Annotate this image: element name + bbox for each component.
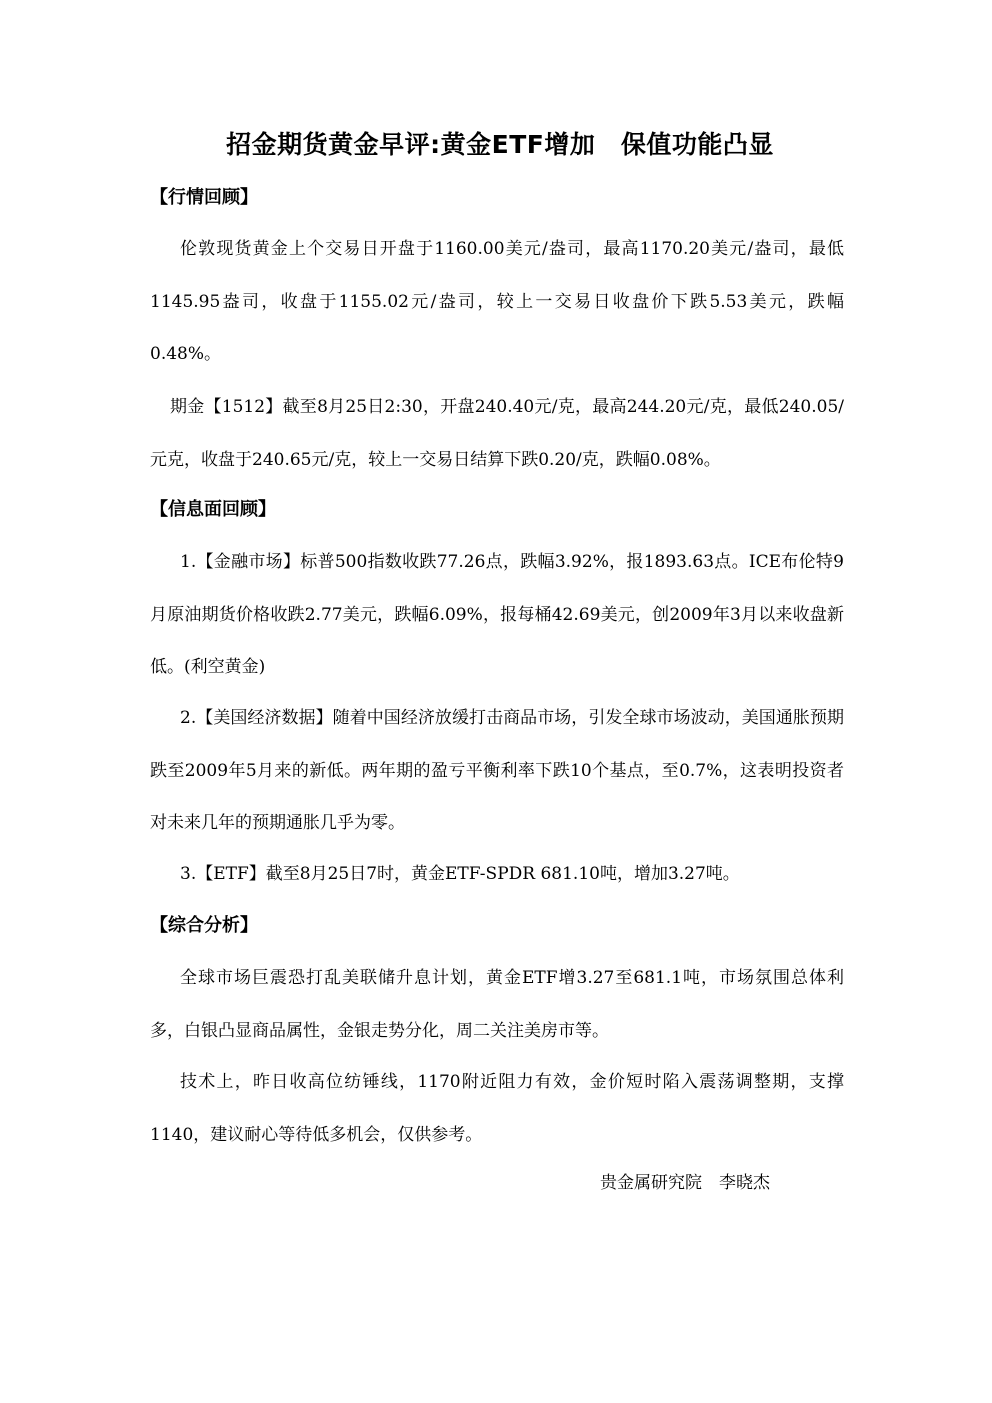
- paragraph-financial-market: 1.【金融市场】标普500指数收跌77.26点，跌幅3.92%，报1893.63点。ICE布伦特9月原油期货价格收跌2.77美元，跌幅6.09%，报每桶42.69美元，创2009年3月以来收盘新低。(利空黄金): [150, 552, 844, 677]
- paragraph-etf: 3.【ETF】截至8月25日7时，黄金ETF-SPDR 681.10吨，增加3.27吨。: [180, 864, 740, 884]
- section-heading-analysis: 【综合分析】: [150, 915, 258, 936]
- document-title: 招金期货黄金早评:黄金ETF增加 保值功能凸显: [226, 130, 774, 159]
- paragraph-us-economic-data: 2.【美国经济数据】随着中国经济放缓打击商品市场，引发全球市场波动，美国通胀预期跌至2009年5月来的新低。两年期的盈亏平衡利率下跌10个基点，至0.7%，这表明投资者对未来几年的预期通胀几乎为零。: [150, 708, 844, 833]
- paragraph-technical-analysis: 技术上，昨日收高位纺锤线，1170附近阻力有效，金价短时陷入震荡调整期，支撑1140，建议耐心等待低多机会，仅供参考。: [150, 1072, 844, 1145]
- paragraph-london-gold: 伦敦现货黄金上个交易日开盘于1160.00美元/盎司，最高1170.20美元/盎司，最低1145.95盎司，收盘于1155.02元/盎司，较上一交易日收盘价下跌5.53美元，跌幅0.48%。: [150, 239, 844, 364]
- paragraph-gold-futures: 期金【1512】截至8月25日2:30，开盘240.40元/克，最高244.20元/克，最低240.05/元克，收盘于240.65元/克，较上一交易日结算下跌0.20/克，跌幅0.08%。: [150, 397, 844, 470]
- section-heading-news-review: 【信息面回顾】: [150, 499, 276, 520]
- paragraph-market-outlook: 全球市场巨震恐打乱美联储升息计划，黄金ETF增3.27至681.1吨，市场氛围总体利多，白银凸显商品属性，金银走势分化，周二关注美房市等。: [150, 968, 844, 1041]
- section-heading-market-review: 【行情回顾】: [150, 187, 258, 208]
- author-signature: 贵金属研究院 李晓杰: [600, 1173, 770, 1193]
